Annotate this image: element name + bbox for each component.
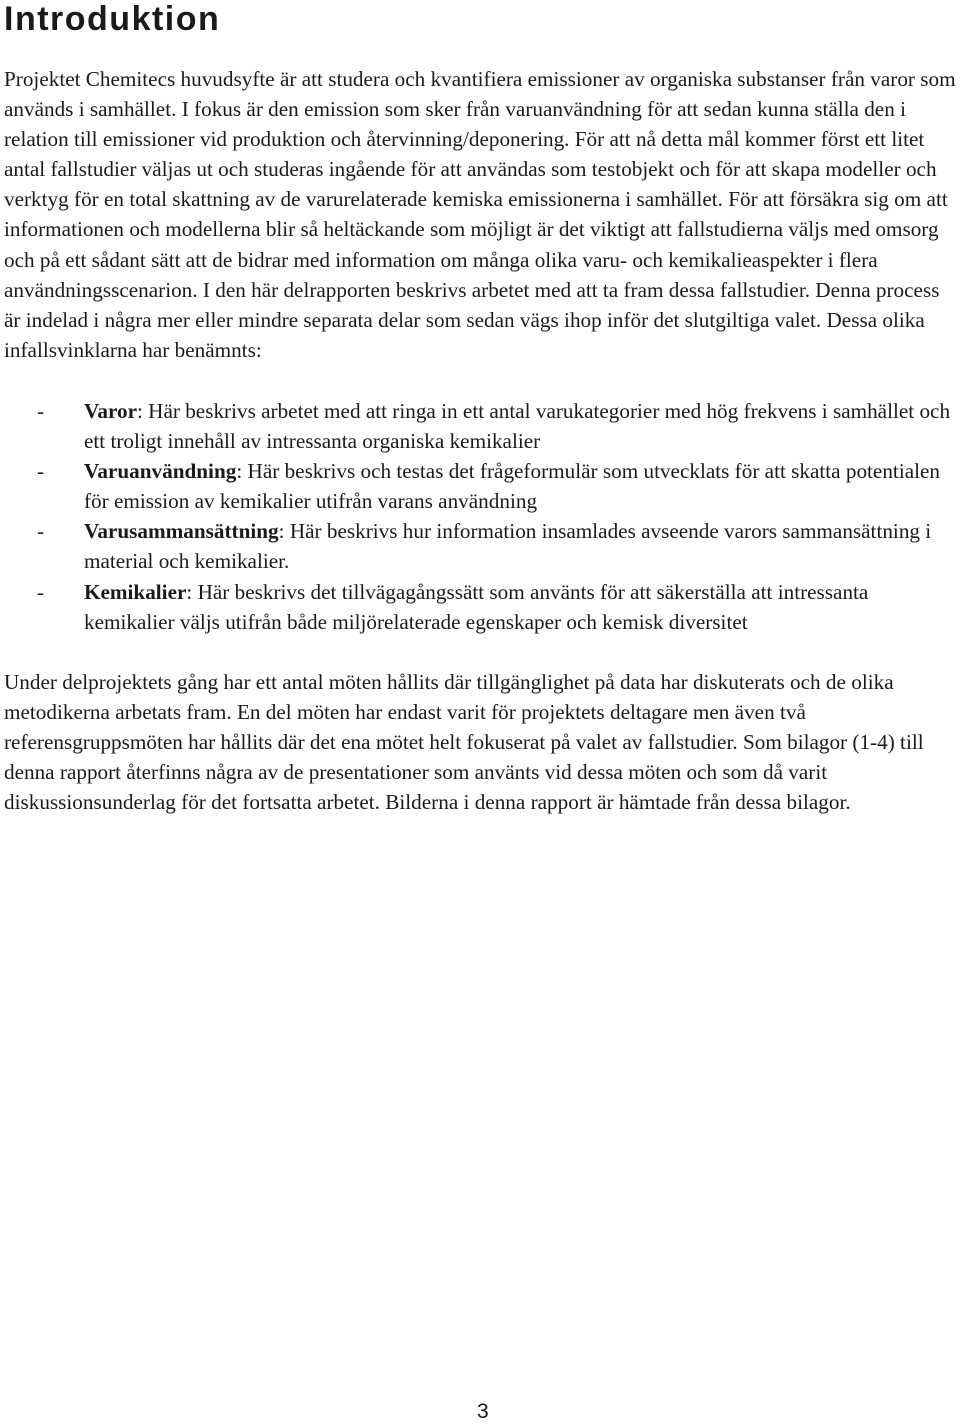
bullet-dash: - bbox=[37, 579, 45, 604]
bullet-dash: - bbox=[37, 519, 45, 544]
bullet-text: : Här beskrivs hur information insamlades avseende varors sammansättning i material och kemikalier. bbox=[84, 519, 932, 574]
bullet-dash: - bbox=[37, 459, 45, 484]
list-item bbox=[4, 516, 956, 576]
bullet-text: : Här beskrivs det tillvägagångssätt som använts för att säkerställa att intressanta kemikalier väljs utifrån både miljörelaterade egenskaper och kemisk diversitet bbox=[84, 579, 869, 634]
bullet-term: Varor bbox=[84, 398, 137, 423]
list-item bbox=[4, 396, 956, 456]
bullet-text: : Här beskrivs arbetet med att ringa in ett antal varukategorier med hög frekvens i samhället och ett troligt innehåll av intressanta organiska kemikalier bbox=[84, 398, 951, 454]
bullet-term: Varusammansättning bbox=[84, 519, 279, 544]
page-title: Introduktion bbox=[4, 0, 221, 38]
intro-paragraph: Projektet Chemitecs huvudsyfte är att studera och kvantifiera emissioner av organiska substanser från varor som används i samhället. I fokus är den emission som sker från varuanvändning för att sedan kunna ställa den i relation till emissioner vid produktion och återvinning/deponering. För att nå detta mål kommer först ett litet antal fallstudier väljas ut och studeras ingående för att användas som testobjekt och för att skapa modeller och verktyg för en total skattning av de varurelaterade kemiska emissionerna i samhället. För att försäkra sig om att informationen och modellerna blir så heltäckande som möjligt är det viktigt att fallstudierna väljs med omsorg och på ett sådant sätt att de bidrar med information om många olika varu- och kemikalieaspekter i flera användningsscenarion. I den här delrapporten beskrivs arbetet med att ta fram dessa fallstudier. Denna process är indelad i några mer eller mindre separata delar som sedan vägs ihop inför det slutgiltiga valet. Dessa olika infallsvinklarna har benämnts: bbox=[4, 67, 956, 362]
bullet-term: Varuanvändning bbox=[84, 459, 237, 484]
bullet-dash: - bbox=[37, 398, 45, 423]
page-number: 3 bbox=[477, 1400, 489, 1423]
bullet-list bbox=[4, 396, 956, 637]
bullet-term: Kemikalier bbox=[84, 579, 187, 604]
list-item bbox=[4, 456, 956, 516]
closing-paragraph: Under delprojektets gång har ett antal möten hållits där tillgänglighet på data har diskuterats och de olika metodikerna arbetats fram. En del möten har endast varit för projektets deltagare men även två referensgruppsmöten har hållits där det ena mötet helt fokuserat på valet av fallstudier. Som bilagor (1-4) till denna rapport återfinns några av de presentationer som använts vid dessa möten och som då varit diskussionsunderlag för det fortsatta arbetet. Bilderna i denna rapport är hämtade från dessa bilagor. bbox=[4, 669, 924, 815]
list-item bbox=[4, 577, 956, 637]
document-page bbox=[4, 0, 956, 817]
bullet-text: : Här beskrivs och testas det frågeformulär som utvecklats för att skatta potentialen för emission av kemikalier utifrån varans användning bbox=[84, 459, 940, 514]
